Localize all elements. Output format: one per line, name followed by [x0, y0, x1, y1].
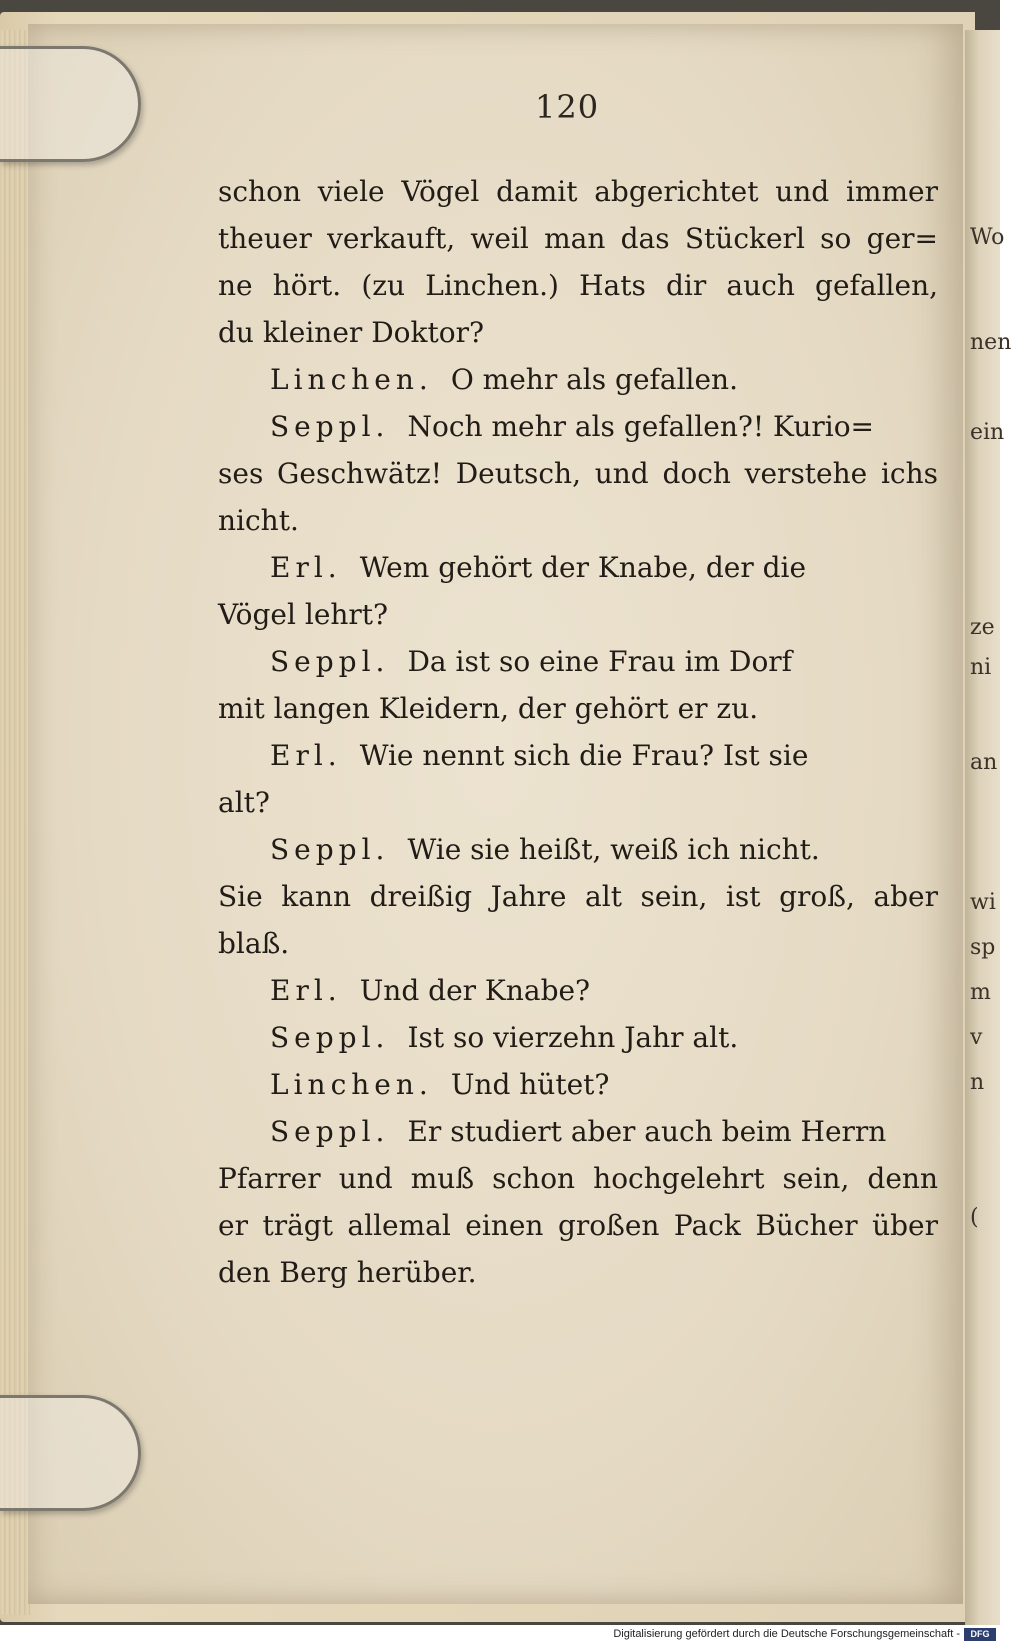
funding-credit: Digitalisierung gefördert durch die Deutsche Forschungsgemeinschaft - — [613, 1628, 960, 1640]
text-line — [218, 920, 938, 967]
adjacent-fragment: n — [970, 1070, 985, 1095]
page-edges — [0, 30, 30, 1615]
text-line — [218, 591, 938, 638]
line-text: er trägt allemal einen großen Pack Bücher über — [218, 1209, 938, 1242]
text-line — [218, 779, 938, 826]
line-text: Wie nennt sich die Frau? Ist sie — [359, 739, 809, 772]
line-text: alt? — [218, 786, 270, 819]
speaker-name: Seppl. — [270, 1021, 390, 1054]
adjacent-fragment: v — [970, 1025, 983, 1050]
bottom-clip — [0, 1395, 141, 1511]
dialogue-line — [218, 638, 938, 685]
adjacent-fragment: sp — [970, 935, 996, 960]
line-text: Pfarrer und muß schon hochgelehrt sein, denn — [218, 1162, 938, 1195]
adjacent-fragment: m — [970, 980, 991, 1005]
adjacent-fragment: ze — [970, 615, 995, 640]
line-text: blaß. — [218, 927, 290, 960]
line-text: Sie kann dreißig Jahre alt sein, ist groß, aber — [218, 880, 938, 913]
line-text: Und hütet? — [450, 1068, 610, 1101]
dialogue-line — [218, 967, 938, 1014]
line-text: den Berg herüber. — [218, 1256, 477, 1289]
line-text: Wie sie heißt, weiß ich nicht. — [407, 833, 820, 866]
dialogue-line — [218, 1061, 938, 1108]
line-text: Und der Knabe? — [359, 974, 591, 1007]
speaker-name: Erl. — [270, 739, 342, 772]
line-text: Wem gehört der Knabe, der die — [359, 551, 807, 584]
dfg-logo: DFG — [964, 1628, 996, 1641]
dialogue-line — [218, 1108, 938, 1155]
text-line — [218, 873, 938, 920]
text-line — [218, 497, 938, 544]
speaker-name: Seppl. — [270, 833, 390, 866]
line-text: mit langen Kleidern, der gehört er zu. — [218, 692, 759, 725]
text-line — [218, 215, 938, 262]
adjacent-page — [965, 30, 1011, 1625]
speaker-name: Erl. — [270, 974, 342, 1007]
text-line — [218, 1155, 938, 1202]
dialogue-line — [218, 1014, 938, 1061]
speaker-name: Linchen. — [270, 363, 433, 396]
text-line — [218, 262, 938, 309]
adjacent-fragment: Wo — [970, 225, 1005, 250]
line-text: Er studiert aber auch beim Herrn — [407, 1115, 887, 1148]
line-text: du kleiner Doktor? — [218, 316, 484, 349]
speaker-name: Seppl. — [270, 1115, 390, 1148]
line-text: ne hört. (zu Linchen.) Hats dir auch gefallen, — [218, 269, 938, 302]
line-text: theuer verkauft, weil man das Stückerl so ger= — [218, 222, 938, 255]
line-text: ses Geschwätz! Deutsch, und doch verstehe ichs — [218, 457, 938, 490]
speaker-name: Seppl. — [270, 645, 390, 678]
adjacent-fragment: nen — [970, 330, 1011, 355]
top-clip — [0, 46, 141, 162]
text-line — [218, 450, 938, 497]
line-text: Ist so vierzehn Jahr alt. — [407, 1021, 739, 1054]
text-line — [218, 1249, 938, 1296]
line-text: nicht. — [218, 504, 299, 537]
dialogue-line — [218, 826, 938, 873]
text-line — [218, 1202, 938, 1249]
text-line — [218, 309, 938, 356]
line-text: Noch mehr als gefallen?! Kurio= — [407, 410, 875, 443]
dialogue-line — [218, 356, 938, 403]
text-line — [218, 168, 938, 215]
speaker-name: Erl. — [270, 551, 342, 584]
speaker-name: Linchen. — [270, 1068, 433, 1101]
page-text — [218, 168, 938, 1296]
footer-bar — [0, 1625, 1000, 1645]
adjacent-fragment: ni — [970, 655, 992, 680]
line-text: schon viele Vögel damit abgerichtet und immer — [218, 175, 938, 208]
adjacent-fragment: ein — [970, 420, 1005, 445]
page-number: 120 — [535, 88, 600, 126]
adjacent-fragment: an — [970, 750, 998, 775]
line-text: Vögel lehrt? — [218, 598, 389, 631]
speaker-name: Seppl. — [270, 410, 390, 443]
adjacent-fragment: wi — [970, 890, 996, 915]
dialogue-line — [218, 403, 938, 450]
text-line — [218, 685, 938, 732]
dialogue-line — [218, 732, 938, 779]
line-text: Da ist so eine Frau im Dorf — [407, 645, 793, 678]
dialogue-line — [218, 544, 938, 591]
line-text: O mehr als gefallen. — [450, 363, 738, 396]
adjacent-fragment: ( — [970, 1205, 979, 1230]
